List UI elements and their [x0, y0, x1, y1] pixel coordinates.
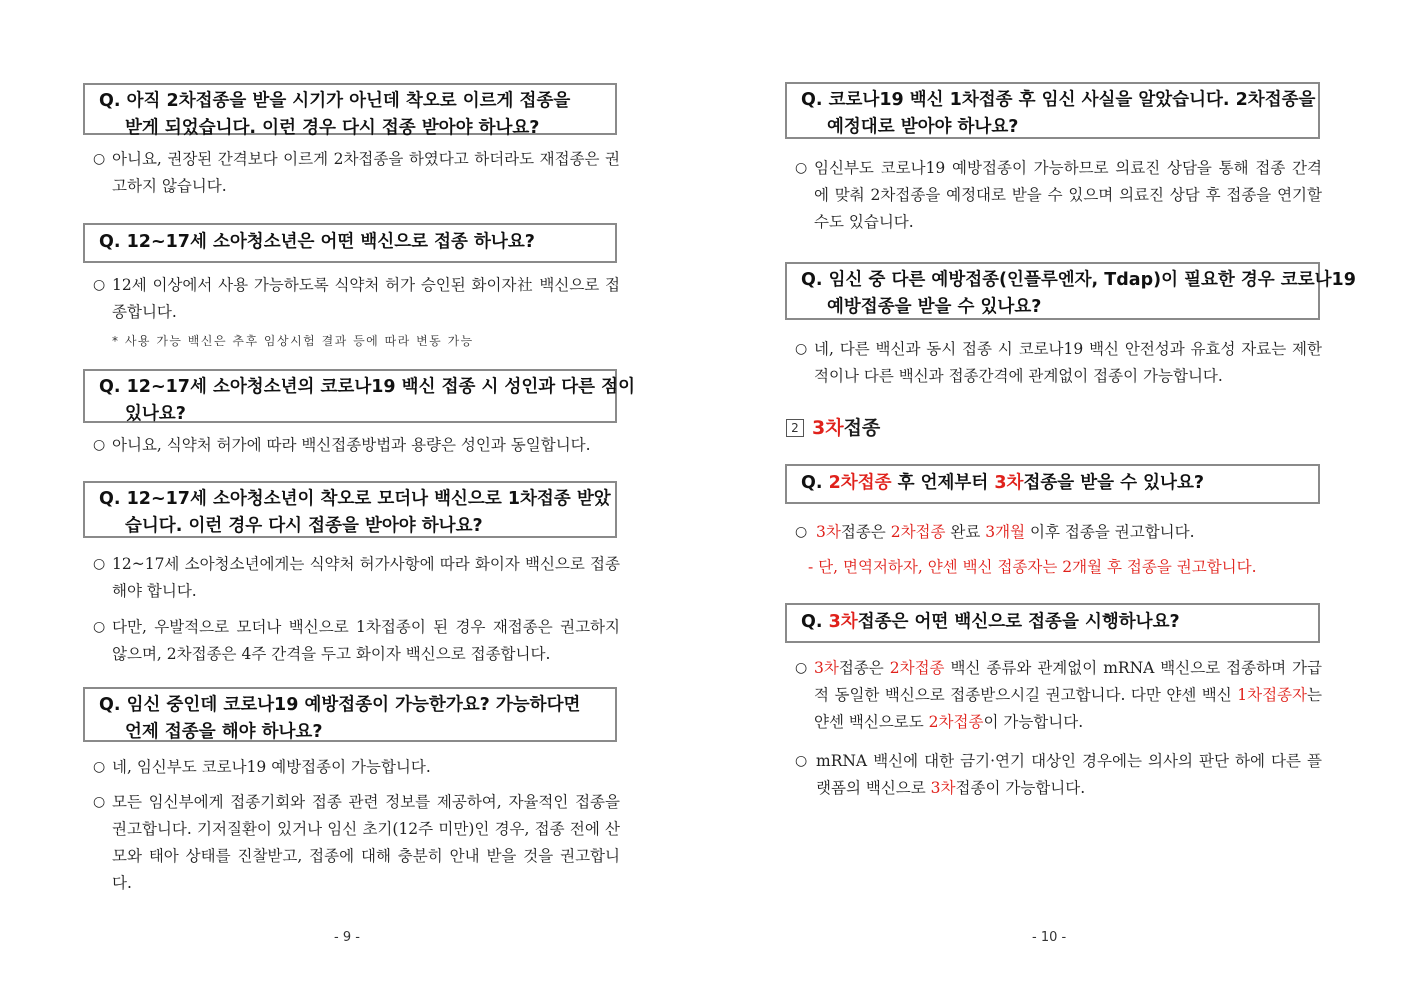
answer-text: 12~17세 소아청소년에게는 식약처 허가사항에 따라 화이자 백신으로 접종해야 합니다. [112, 555, 620, 600]
answer-text: 아니요, 식약처 허가에 따라 백신접종방법과 용량은 성인과 동일합니다. [112, 436, 591, 454]
question-box [83, 481, 617, 538]
question-text: Q. 임신 중 다른 예방접종(인플루엔자, Tdap)이 필요한 경우 코로나19 [801, 270, 1356, 290]
answer-item [84, 146, 620, 200]
question-box [785, 262, 1356, 320]
answer-text: 다만, 우발적으로 모더나 백신으로 1차접종이 된 경우 재접종은 권고하지 않으며, 2차접종은 4주 간격을 두고 화이자 백신으로 접종합니다. [112, 618, 620, 663]
question-text: Q. 12~17세 소아청소년은 어떤 백신으로 접종 하나요? [99, 232, 535, 252]
answer-item [84, 551, 620, 605]
answer-item [786, 336, 1322, 390]
answer-item [84, 432, 620, 459]
bullet-icon: ○ [795, 753, 808, 769]
answer-text: 임신부도 코로나19 예방접종이 가능하므로 의료진 상담을 통해 접종 간격에 맞춰 2차접종을 예정대로 받을 수 있으며 의료진 상담 후 접종을 연기할 수도 있습니다. [814, 159, 1322, 231]
answer-item [84, 754, 620, 781]
page-number: - 9 - [334, 930, 360, 945]
question-box [785, 82, 1320, 139]
section-title: 접종 [843, 417, 881, 439]
answer-item [84, 789, 620, 897]
question-text: 예방접종을 받을 수 있나요? [827, 297, 1042, 317]
answer-item [786, 655, 1322, 736]
question-text: Q. 2차접종 후 언제부터 3차접종을 받을 수 있나요? [801, 473, 1205, 493]
section-title-highlight: 3차 [812, 417, 844, 439]
answer-text: 네, 임신부도 코로나19 예방접종이 가능합니다. [112, 758, 431, 776]
answer-text: 아니요, 권장된 간격보다 이르게 2차접종을 하였다고 하더라도 재접종은 권고하지 않습니다. [112, 150, 620, 195]
bullet-icon: ○ [93, 759, 106, 775]
question-text: Q. 12~17세 소아청소년의 코로나19 백신 접종 시 성인과 다른 점이 [99, 377, 635, 397]
answer-item [786, 155, 1322, 236]
bullet-icon: ○ [795, 524, 808, 540]
question-text: Q. 3차접종은 어떤 백신으로 접종을 시행하나요? [801, 612, 1180, 632]
bullet-icon: ○ [93, 619, 106, 635]
question-text: 받게 되었습니다. 이런 경우 다시 접종 받아야 하나요? [125, 118, 540, 138]
bullet-icon: ○ [93, 277, 106, 293]
bullet-icon: ○ [795, 341, 808, 357]
bullet-icon: ○ [93, 794, 106, 810]
answer-item [786, 748, 1322, 802]
question-text: Q. 임신 중인데 코로나19 예방접종이 가능한가요? 가능하다면 [99, 695, 581, 715]
page-number: - 10 - [1032, 930, 1067, 945]
question-text: 예정대로 받아야 하나요? [827, 117, 1019, 137]
answer-text: 3차접종은 2차접종 완료 3개월 이후 접종을 권고합니다. [816, 523, 1195, 541]
bullet-icon: ○ [93, 437, 106, 453]
answer-text: 12세 이상에서 사용 가능하도록 식약처 허가 승인된 화이자社 백신으로 접종합니다. [112, 276, 620, 321]
section-number: 2 [786, 419, 804, 437]
answer-note: - 단, 면역저하자, 얀센 백신 접종자는 2개월 후 접종을 권고합니다. [808, 558, 1257, 576]
answer-text: mRNA 백신에 대한 금기·연기 대상인 경우에는 의사의 판단 하에 다른 플랫폼의 백신으로 3차접종이 가능합니다. [816, 752, 1322, 797]
question-text: Q. 아직 2차접종을 받을 시기가 아닌데 착오로 이르게 접종을 [99, 91, 571, 111]
question-text: 언제 접종을 해야 하나요? [125, 722, 323, 742]
bullet-icon: ○ [795, 160, 808, 176]
question-text: 습니다. 이런 경우 다시 접종을 받아야 하나요? [125, 516, 483, 536]
answer-text: 네, 다른 백신과 동시 접종 시 코로나19 백신 안전성과 유효성 자료는 제한적이나 다른 백신과 접종간격에 관계없이 접종이 가능합니다. [814, 340, 1322, 385]
answer-text: 모든 임신부에게 접종기회와 접종 관련 정보를 제공하여, 자율적인 접종을 권고합니다. 기저질환이 있거나 임신 초기(12주 미만)인 경우, 접종 전에 산모와 태아 상태를 진찰받고, 접종에 대해 충분히 안내 받을 것을 권고합니다. [112, 793, 620, 892]
question-box [83, 223, 617, 263]
question-text: Q. 코로나19 백신 1차접종 후 임신 사실을 알았습니다. 2차접종을 [801, 90, 1316, 110]
question-box [83, 83, 617, 138]
answer-item [84, 614, 620, 668]
answer-item [786, 519, 1322, 546]
bullet-icon: ○ [93, 151, 106, 167]
question-box [785, 464, 1320, 504]
question-box [83, 687, 617, 742]
answer-item [84, 272, 620, 326]
question-box [83, 369, 635, 424]
footnote: * 사용 가능 백신은 추후 임상시험 결과 등에 따라 변동 가능 [112, 334, 474, 348]
question-text: 있나요? [125, 404, 186, 424]
answer-text: 3차접종은 2차접종 백신 종류와 관계없이 mRNA 백신으로 접종하며 가급적 동일한 백신으로 접종받으시길 권고합니다. 다만 얀센 백신 1차접종자는 얀센 백신으로도 2차접종이 가능합니다. [814, 659, 1322, 731]
section-heading [786, 413, 880, 440]
question-box [785, 603, 1320, 643]
bullet-icon: ○ [93, 556, 106, 572]
bullet-icon: ○ [795, 660, 808, 676]
question-text: Q. 12~17세 소아청소년이 착오로 모더나 백신으로 1차접종 받았 [99, 489, 611, 509]
